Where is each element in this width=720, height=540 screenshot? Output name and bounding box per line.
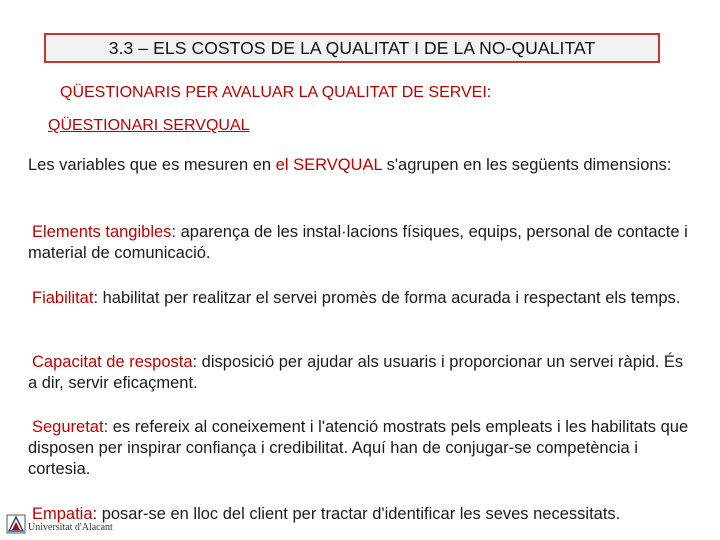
dimension-description: : es refereix al coneixement i l'atenció mostrats pels empleats i les habilitats que disposen per inspirar confiança i credibilitat. Aquí han de conjugar-se competència i cortesia. bbox=[28, 418, 689, 478]
slide-title-text: 3.3 – ELS COSTOS DE LA QUALITAT I DE LA NO-QUALITAT bbox=[108, 37, 596, 58]
subtitle-colon: : bbox=[486, 84, 492, 101]
dimension-description: : posar-se en lloc del client per tractar d'identificar les seves necessitats. bbox=[92, 505, 621, 523]
university-name: Universitat d'Alacant bbox=[28, 521, 113, 533]
dimension-term: Fiabilitat bbox=[32, 289, 94, 307]
dimension-capacitat bbox=[28, 352, 696, 394]
university-logo-icon bbox=[6, 514, 26, 534]
dimension-description: : disposició per ajudar als usuaris i proporcionar un servei ràpid. És a dir, servir eficaçment. bbox=[28, 353, 684, 392]
dimension-term: Capacitat de resposta bbox=[32, 353, 193, 371]
dimension-fiabilitat bbox=[28, 288, 696, 309]
subtitle-text: QÜESTIONARIS PER AVALUAR LA QUALITAT DE SERVEI bbox=[60, 84, 487, 101]
dimension-tangibles bbox=[28, 222, 696, 264]
section-heading: QÜESTIONARI SERVQUAL bbox=[48, 117, 250, 134]
dimension-description: : habilitat per realitzar el servei promès de forma acurada i respectant els temps. bbox=[93, 289, 681, 307]
intro-before: Les variables que es mesuren en bbox=[28, 156, 276, 174]
university-logo bbox=[6, 512, 113, 536]
intro-after: s'agrupen en les següents dimensions: bbox=[382, 156, 672, 174]
intro-highlight: el SERVQUAL bbox=[275, 156, 383, 174]
dimension-seguretat bbox=[28, 417, 696, 480]
dimension-empatia bbox=[28, 504, 696, 525]
dimension-term: Seguretat bbox=[32, 418, 104, 436]
subtitle bbox=[60, 84, 491, 102]
dimension-term: Empatia bbox=[32, 505, 93, 523]
intro-paragraph bbox=[28, 154, 698, 176]
slide-title bbox=[44, 33, 660, 63]
dimension-term: Elements tangibles bbox=[32, 223, 172, 241]
dimension-description: : aparença de les instal·lacions físiques, equips, personal de contacte i material de comunicació. bbox=[28, 223, 688, 262]
